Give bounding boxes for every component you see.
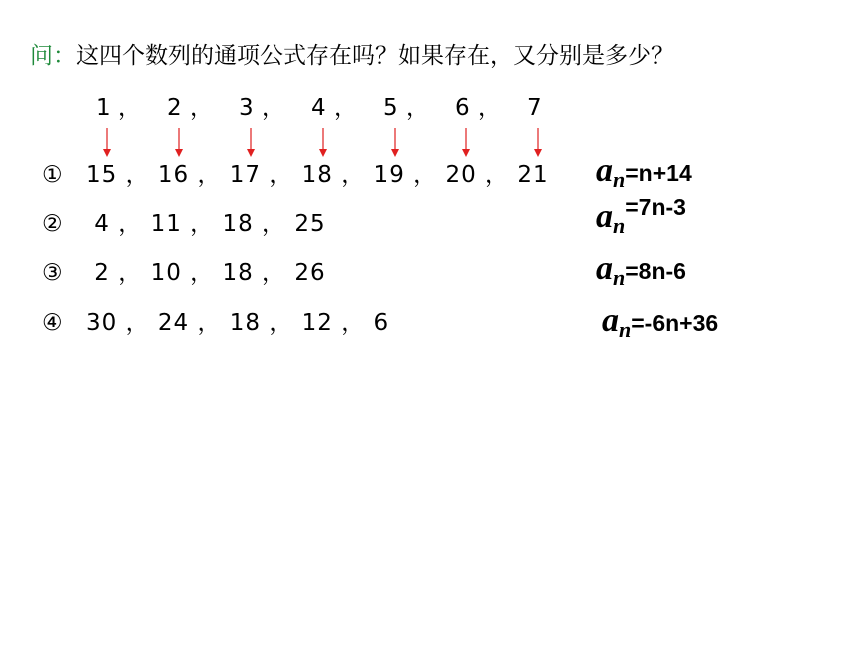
formula-2 — [596, 194, 686, 239]
sequence-row-2 — [42, 208, 326, 240]
arrow-head-7 — [534, 149, 542, 157]
term-symbol: $a_n$ — [596, 152, 626, 192]
index-separator: ， — [118, 95, 141, 121]
formula-expression: =8n-6 — [625, 258, 686, 284]
index-4: 4 — [311, 95, 326, 121]
formula-expression: =7n-3 — [625, 194, 686, 220]
index-separator: ， — [478, 95, 501, 121]
arrow-head-2 — [175, 149, 183, 157]
formula-3 — [596, 250, 686, 291]
index-1: 1 — [96, 95, 111, 121]
question-text: 这四个数列的通项公式存在吗？如果存在，又分别是多少？ — [76, 43, 674, 69]
sequence-row-1 — [42, 159, 549, 191]
arrow-head-6 — [462, 149, 470, 157]
sequence-mark: ④ — [42, 310, 63, 336]
formula-expression: =n+14 — [625, 160, 692, 186]
term-symbol: $a_n$ — [602, 302, 632, 342]
sequence-terms: 15 ， 16 ， 17 ， 18 ， 19 ， 20 ， 21 — [86, 162, 549, 188]
arrow-head-1 — [103, 149, 111, 157]
question-label: 问： — [30, 43, 76, 69]
arrow-head-3 — [247, 149, 255, 157]
formula-4 — [602, 302, 718, 343]
sequence-mark: ② — [42, 211, 63, 237]
arrow-head-5 — [391, 149, 399, 157]
index-6: 6 — [455, 95, 470, 121]
index-7: 7 — [527, 95, 542, 121]
arrow-head-4 — [319, 149, 327, 157]
sequence-terms: 2 ， 10 ， 18 ， 26 — [86, 260, 326, 286]
mapping-arrows — [0, 0, 860, 170]
index-5: 5 — [383, 95, 398, 121]
index-separator: ， — [190, 95, 213, 121]
sequence-terms: 30 ， 24 ， 18 ， 12 ， 6 — [86, 310, 390, 336]
formula-expression: =-6n+36 — [631, 310, 719, 336]
index-separator: ， — [334, 95, 357, 121]
sequence-mark: ① — [42, 162, 63, 188]
index-separator: ， — [262, 95, 285, 121]
term-symbol: $a_n$ — [596, 198, 626, 238]
index-2: 2 — [167, 95, 182, 121]
index-separator: ， — [406, 95, 429, 121]
index-3: 3 — [239, 95, 254, 121]
sequence-row-3 — [42, 257, 326, 289]
term-symbol: $a_n$ — [596, 250, 626, 290]
sequence-terms: 4 ， 11 ， 18 ， 25 — [86, 211, 326, 237]
formula-1 — [596, 152, 692, 193]
sequence-row-4 — [42, 307, 389, 339]
sequence-mark: ③ — [42, 260, 63, 286]
